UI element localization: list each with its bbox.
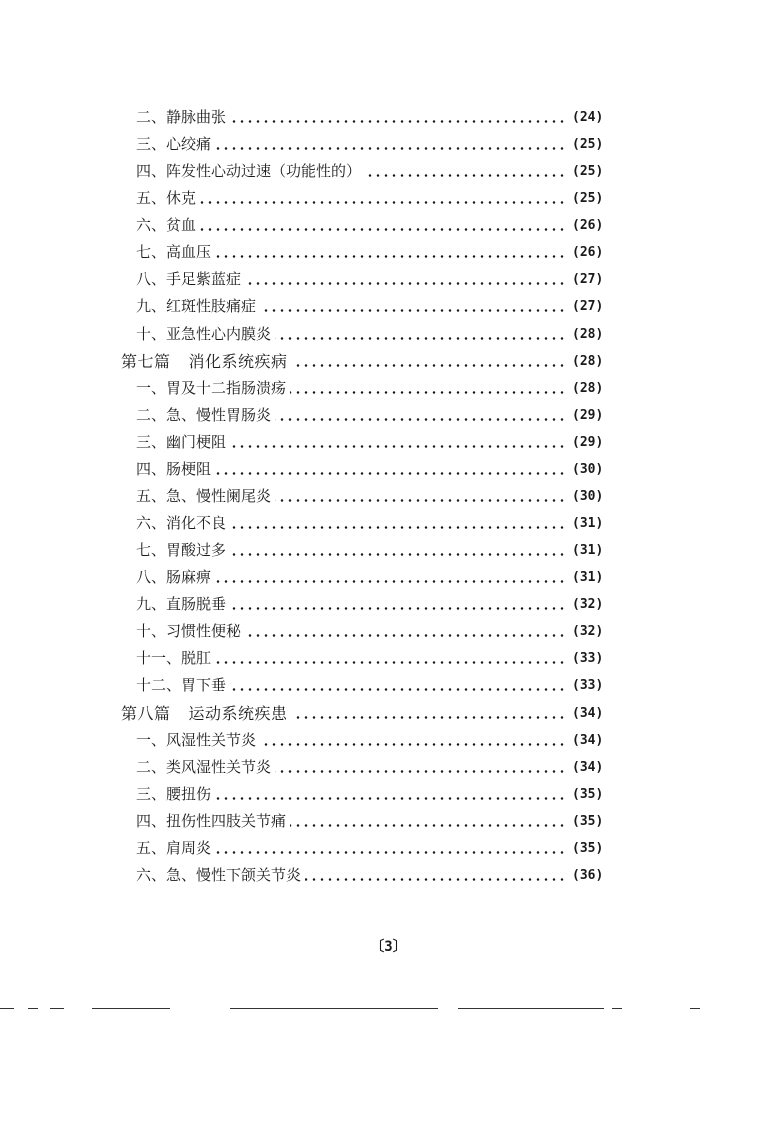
toc-entry-row — [0, 158, 777, 185]
toc-page-number: (32) — [572, 624, 604, 640]
toc-page-number: (28) — [572, 380, 604, 396]
toc-page-number: (31) — [572, 516, 604, 532]
toc-chapter-title: 运动系统疾患 — [188, 703, 288, 723]
toc-entry-row — [0, 672, 777, 699]
dot-leader — [230, 526, 566, 529]
toc-entry-row — [0, 321, 777, 348]
dot-leader — [260, 743, 566, 746]
toc-entry-label: 十、习惯性便秘 — [136, 622, 242, 641]
toc-entry-label: 一、风湿性关节炎 — [136, 730, 257, 749]
bottom-rule — [0, 1008, 14, 1009]
dot-leader — [290, 824, 566, 827]
toc-page-number: (35) — [572, 813, 604, 829]
toc-entry-row — [0, 266, 777, 293]
toc-entry-row — [0, 293, 777, 320]
toc-entry-row — [0, 618, 777, 645]
toc-entry-row — [0, 239, 777, 266]
toc-entry-label: 一、胃及十二指肠溃疡 — [136, 378, 287, 397]
toc-page-number: (29) — [572, 407, 604, 423]
toc-entry-row — [0, 510, 777, 537]
toc-entry-label: 五、休克 — [136, 189, 197, 208]
dot-leader — [215, 147, 566, 150]
dot-leader — [230, 607, 566, 610]
dot-leader — [200, 228, 566, 231]
toc-entry-label: 八、手足紫蓝症 — [136, 270, 242, 289]
dot-leader — [292, 364, 566, 367]
toc-entry-row — [0, 104, 777, 131]
toc-entry-row — [0, 727, 777, 754]
dot-leader — [290, 391, 566, 394]
toc-entry-row — [0, 212, 777, 239]
toc-entry-row — [0, 537, 777, 564]
toc-page-number: (31) — [572, 543, 604, 559]
bottom-rule — [28, 1008, 38, 1009]
toc-page-number: (34) — [572, 759, 604, 775]
dot-leader — [245, 282, 566, 285]
toc-entry-label: 十一、脱肛 — [136, 649, 212, 668]
toc-page-number: (27) — [572, 272, 604, 288]
toc-entry-label: 九、直肠脱垂 — [136, 595, 227, 614]
bottom-rule — [50, 1008, 64, 1009]
bottom-rule — [230, 1008, 438, 1009]
toc-page-number: (27) — [572, 299, 604, 315]
toc-entry-label: 九、红斑性肢痛症 — [136, 297, 257, 316]
toc-entry-row — [0, 754, 777, 781]
toc-entry-label: 六、消化不良 — [136, 514, 227, 533]
toc-entry-row — [0, 483, 777, 510]
toc-entry-row — [0, 591, 777, 618]
toc-entry-row — [0, 131, 777, 158]
dot-leader — [275, 418, 566, 421]
toc-page-number: (33) — [572, 678, 604, 694]
toc-page-number: (35) — [572, 840, 604, 856]
toc-page-number: (32) — [572, 597, 604, 613]
dot-leader — [292, 716, 566, 719]
dot-leader — [275, 499, 566, 502]
toc-entry-row — [0, 564, 777, 591]
dot-leader — [215, 580, 566, 583]
toc-entry-label: 五、肩周炎 — [136, 838, 212, 857]
dot-leader — [215, 255, 566, 258]
toc-page-number: (25) — [572, 191, 604, 207]
toc-entry-row — [0, 862, 777, 889]
toc-page-number: (29) — [572, 434, 604, 450]
dot-leader — [230, 120, 566, 123]
toc-entry-label: 四、扭伤性四肢关节痛 — [136, 811, 287, 830]
toc-page-number: (30) — [572, 461, 604, 477]
toc-entry-label: 六、贫血 — [136, 216, 197, 235]
toc-page-number: (31) — [572, 570, 604, 586]
toc-entry-label: 七、胃酸过多 — [136, 541, 227, 560]
toc-entry-row — [0, 781, 777, 808]
toc-entry-row — [0, 645, 777, 672]
toc-page-number: (33) — [572, 651, 604, 667]
dot-leader — [365, 174, 566, 177]
toc-entry-label: 四、肠梗阻 — [136, 459, 212, 478]
toc-entry-row — [0, 429, 777, 456]
toc-entry-label: 三、幽门梗阻 — [136, 432, 227, 451]
toc-page-number: (28) — [572, 326, 604, 342]
dot-leader — [215, 797, 566, 800]
toc-page-number: (26) — [572, 245, 604, 261]
dot-leader — [245, 634, 566, 637]
bottom-rule — [92, 1008, 170, 1009]
toc-chapter-label — [121, 700, 288, 727]
dot-leader — [260, 309, 566, 312]
toc-page-number: (24) — [572, 110, 604, 125]
toc-page-number: (26) — [572, 218, 604, 234]
toc-entry-label: 二、类风湿性关节炎 — [136, 757, 272, 776]
dot-leader — [215, 851, 566, 854]
toc-chapter-title: 消化系统疾病 — [188, 351, 288, 371]
toc-entry-row — [0, 185, 777, 212]
toc-page-number: (34) — [572, 732, 604, 748]
dot-leader — [215, 661, 566, 664]
toc-chapter-row — [0, 348, 777, 375]
dot-leader — [230, 445, 566, 448]
toc-page-number: (36) — [572, 867, 604, 883]
dot-leader — [275, 337, 566, 340]
bottom-rule — [612, 1008, 622, 1009]
toc-chapter-label — [121, 348, 288, 375]
toc-entry-label: 二、静脉曲张 — [136, 108, 227, 126]
toc-entry-label: 六、急、慢性下颌关节炎 — [136, 865, 302, 884]
toc-page-number: (25) — [572, 137, 604, 153]
toc-page-number: (34) — [572, 705, 604, 721]
toc-entry-row — [0, 835, 777, 862]
toc-entry-label: 十、亚急性心内膜炎 — [136, 324, 272, 343]
toc-entry-row — [0, 808, 777, 835]
toc-chapter-number: 第七篇 — [121, 351, 171, 371]
toc-entry-label: 四、阵发性心动过速（功能性的） — [136, 162, 362, 181]
toc-entry-label: 二、急、慢性胃肠炎 — [136, 405, 272, 424]
toc-entry-label: 八、肠麻痹 — [136, 568, 212, 587]
dot-leader — [200, 201, 566, 204]
dot-leader — [230, 553, 566, 556]
bottom-rule — [690, 1008, 700, 1009]
toc-entry-row — [0, 402, 777, 429]
toc-entry-label: 五、急、慢性阑尾炎 — [136, 486, 272, 505]
toc-page-number: (28) — [572, 353, 604, 369]
toc-entry-label: 十二、胃下垂 — [136, 676, 227, 695]
dot-leader — [275, 770, 566, 773]
dot-leader — [230, 688, 566, 691]
toc-entry-row — [0, 375, 777, 402]
dot-leader — [215, 472, 566, 475]
toc-page-number: (35) — [572, 786, 604, 802]
toc-entry-label: 三、腰扭伤 — [136, 784, 212, 803]
toc-chapter-row — [0, 700, 777, 727]
toc-page-number: (30) — [572, 488, 604, 504]
toc-entry-row — [0, 456, 777, 483]
page-number: 〔3〕 — [370, 939, 407, 955]
dot-leader — [305, 878, 566, 881]
toc-entry-label: 三、心绞痛 — [136, 135, 212, 154]
toc-entry-label: 七、高血压 — [136, 243, 212, 262]
toc-page-number: (25) — [572, 164, 604, 180]
bottom-rule — [458, 1008, 604, 1009]
toc-chapter-number: 第八篇 — [121, 703, 171, 723]
